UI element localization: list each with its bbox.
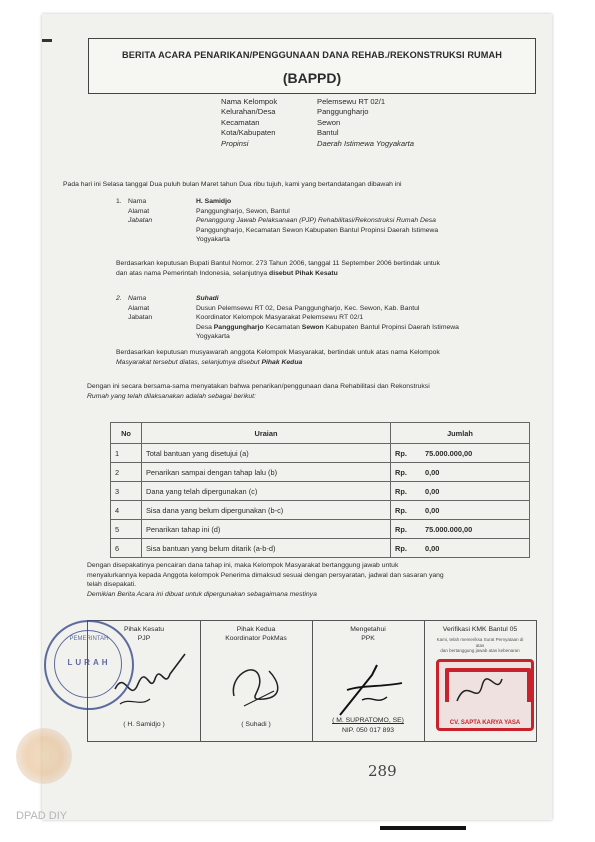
table-row [111, 482, 530, 501]
row-description: Penarikan tahap ini (d) [142, 520, 391, 539]
disbursement-table [110, 422, 530, 558]
party-one-designation: disebut Pihak Kesatu [269, 269, 338, 277]
party-two-name: Suhadi [196, 295, 219, 302]
basis-line: Berdasarkan keputusan Bupati Bantul Nomor. 273 Tahun 2006, tanggal 11 September 2006 bertindak untuk [116, 260, 440, 267]
field-label: Nama [128, 198, 147, 205]
text-segment: Panggungharjo [213, 323, 264, 331]
signatory-name: ( M. SUPRATOMO, SE) [332, 717, 404, 724]
signatory-nip: NIP. 050 017 893 [341, 727, 395, 734]
basis-line: Berdasarkan keputusan musyawarah anggota Kelompok Masyarakat, bertindak untuk atas nama Kelompok [116, 349, 440, 356]
info-value: Sewon [317, 117, 341, 127]
text-segment: Kecamatan [265, 323, 300, 331]
signature-role: Pihak Kesatu [123, 626, 165, 633]
bottom-mark [380, 826, 466, 830]
field-label: Alamat [128, 304, 150, 312]
info-label: Propinsi [221, 138, 249, 148]
closing-line: Demikian Berita Acara ini dibuat untuk dipergunakan sebagaimana mestinya [87, 590, 317, 598]
party-two-position-cont [116, 323, 536, 333]
table-row [111, 539, 530, 558]
info-label: Kelurahan/Desa [221, 107, 276, 117]
title-box [88, 38, 536, 94]
group-info [221, 97, 541, 149]
closing-line: menyalurkannya kepada Anggota kelompok Penerima dimaksud sesuai dengan persyaratan, jadwal dan sasaran yang [87, 571, 444, 579]
info-value: Bantul [317, 128, 339, 138]
party-number: 2. [116, 295, 122, 302]
party-two-basis [116, 348, 546, 367]
currency-label: Rp. [391, 520, 422, 539]
row-description: Sisa dana yang belum dipergunakan (b-c) [142, 501, 391, 520]
signature-role: Mengetahui [350, 626, 386, 633]
signature-cell-party-two [200, 621, 313, 741]
basis-line: dan atas nama Pemerintah Indonesia, selanjutnya [116, 269, 268, 277]
stamp-text: LURAH [67, 658, 111, 667]
party-one-position-cont: Yogyakarta [196, 236, 230, 244]
signature-mark [452, 671, 508, 711]
info-label: Kota/Kabupaten [221, 128, 276, 138]
row-amount: 0,00 [421, 482, 530, 501]
party-two-position-cont: Yogyakarta [196, 333, 230, 341]
info-value: Panggungharjo [317, 107, 369, 117]
statement-line: Dengan ini secara bersama-sama menyatakan bahwa penarikan/penggunaan dana Rehabilitasi dan Rekonstruksi [87, 383, 430, 390]
village-stamp [44, 620, 134, 710]
party-two-address: Dusun Pelemsewu RT 02, Desa Panggungharjo, Kec. Sewon, Kab. Bantul [196, 304, 420, 312]
table-row [111, 520, 530, 539]
row-amount: 75.000.000,00 [421, 444, 530, 463]
stamp-text: PEMERINTAH [69, 636, 109, 642]
currency-label: Rp. [391, 463, 422, 482]
table-row [111, 444, 530, 463]
info-value: Daerah Istimewa Yogyakarta [317, 138, 414, 148]
field-label: Jabatan [128, 314, 153, 322]
row-description: Penarikan sampai dengan tahap lalu (b) [142, 463, 391, 482]
statement-line: Rumah yang telah dilaksanakan adalah sebagai berikut: [87, 392, 256, 400]
row-description: Sisa bantuan yang belum ditarik (a-b-d) [142, 539, 391, 558]
text-segment: Desa [196, 323, 212, 331]
info-label: Nama Kelompok [221, 97, 278, 106]
row-number: 4 [111, 501, 142, 520]
party-one-position-cont: Panggungharjo, Kecamatan Sewon Kabupaten Bantul Propinsi Daerah Istimewa [196, 226, 439, 234]
text-segment: Sewon [301, 323, 324, 331]
party-two-position: Koordinator Kelompok Masyarakat Pelemsewu RT 02/1 [196, 314, 364, 322]
verification-title: Verifikasi KMK Bantul 05 [442, 626, 518, 633]
party-two-designation: Pihak Kedua [261, 358, 303, 366]
signatory-name: ( Suhadi ) [241, 721, 271, 728]
party-one-address: Panggungharjo, Sewon, Bantul [196, 207, 290, 215]
party-number: 1. [116, 198, 122, 205]
column-header: Uraian [142, 423, 391, 444]
table-row [111, 501, 530, 520]
intro-text: Pada hari ini Selasa tanggal Dua puluh bulan Maret tahun Dua ribu tujuh, kami yang bertandatangan dibawah ini [63, 181, 402, 188]
currency-label: Rp. [391, 501, 422, 520]
page-number: 289 [368, 762, 397, 780]
row-amount: 75.000.000,00 [421, 520, 530, 539]
field-label: Nama [128, 295, 147, 302]
column-header: Jumlah [391, 423, 530, 444]
closing-line: telah disepakati. [87, 581, 137, 589]
row-number: 3 [111, 482, 142, 501]
basis-line: Masyarakat tersebut diatas, selanjutnya disebut [116, 358, 260, 366]
signature-cell-ppk [312, 621, 425, 741]
company-stamp-text: CV. SAPTA KARYA YASA [449, 720, 521, 726]
row-number: 1 [111, 444, 142, 463]
table-row [111, 463, 530, 482]
currency-label: Rp. [391, 444, 422, 463]
closing-line: Dengan disepakatinya pencairan dana tahap ini, maka Kelompok Masyarakat bertanggung jawab untuk [87, 562, 399, 569]
row-number: 6 [111, 539, 142, 558]
signatory-name: ( H. Samidjo ) [123, 721, 165, 728]
row-amount: 0,00 [421, 539, 530, 558]
archive-seal [16, 728, 72, 784]
verification-note: Kami, telah memeriksa Surat Pernyataan di atas [436, 637, 524, 648]
statement [87, 382, 547, 401]
party-one-position: Penanggung Jawab Pelaksanaan (PJP) Rehabilitasi/Rekonstruksi Rumah Desa [196, 217, 436, 225]
document-page [42, 14, 552, 820]
verification-note: dan bertanggung jawab atas kebenaran [440, 648, 520, 653]
column-header: No [111, 423, 142, 444]
field-label: Alamat [128, 207, 150, 215]
signature-role: PJP [137, 635, 151, 642]
party-one-basis [116, 259, 546, 278]
text-segment: Kabupaten Bantul Propinsi Daerah Istimewa [325, 323, 459, 331]
info-value: Pelemsewu RT 02/1 [317, 97, 386, 106]
signature-table [87, 620, 537, 742]
margin-mark [42, 39, 52, 42]
signature-role: Pihak Kedua [236, 626, 276, 633]
row-amount: 0,00 [421, 501, 530, 520]
document-title: BERITA ACARA PENARIKAN/PENGGUNAAN DANA REHAB./REKONSTRUKSI RUMAH [121, 50, 503, 60]
document-abbreviation: (BAPPD) [282, 70, 342, 86]
signature-cell-verification [424, 621, 536, 741]
closing-text [87, 561, 549, 599]
party-two [116, 294, 536, 342]
info-label: Kecamatan [221, 117, 260, 127]
archive-watermark: DPAD DIY [16, 810, 68, 822]
signature-role: Koordinator PokMas [225, 635, 287, 642]
currency-label: Rp. [391, 539, 422, 558]
row-description: Total bantuan yang disetujui (a) [142, 444, 391, 463]
row-number: 2 [111, 463, 142, 482]
party-one [116, 197, 536, 245]
currency-label: Rp. [391, 482, 422, 501]
row-description: Dana yang telah dipergunakan (c) [142, 482, 391, 501]
party-one-name: H. Samidjo [196, 198, 232, 205]
row-number: 5 [111, 520, 142, 539]
signature-role: PPK [361, 635, 375, 642]
signature-mark [332, 655, 408, 721]
field-label: Jabatan [128, 217, 153, 225]
row-amount: 0,00 [421, 463, 530, 482]
table-header-row [111, 423, 530, 444]
signature-mark [224, 651, 288, 711]
